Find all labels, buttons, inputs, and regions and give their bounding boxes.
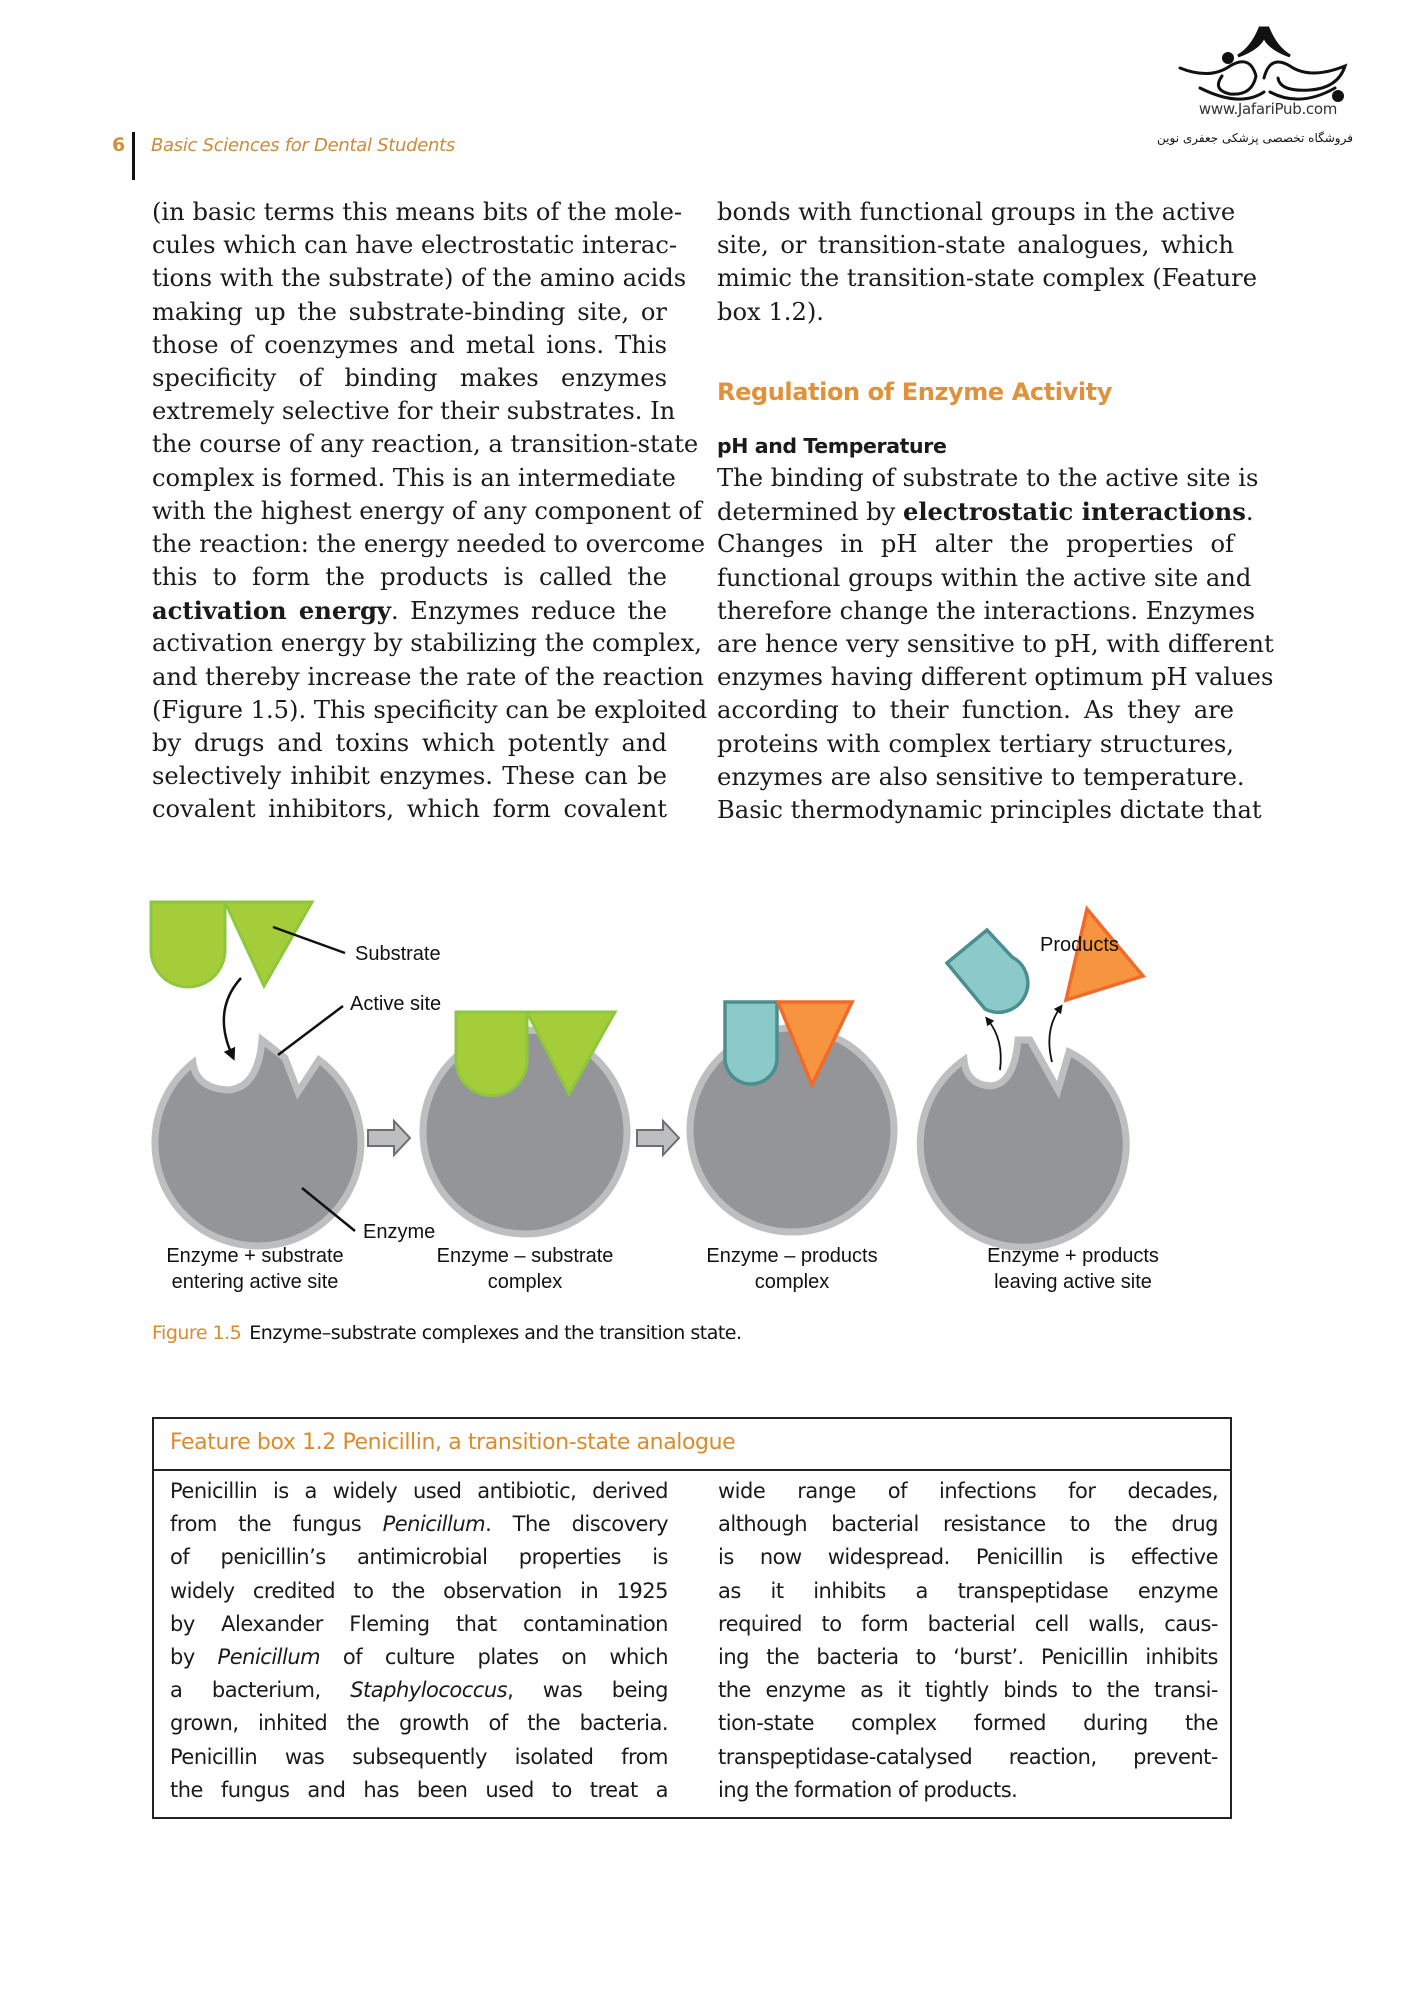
text-fragment: , was being <box>507 1678 668 1703</box>
feature-box-header <box>154 1419 1230 1471</box>
text-line: the course of any reaction, a transition-state <box>152 430 699 459</box>
text-fragment: . The discovery <box>485 1512 669 1537</box>
text-line: (in basic terms this means bits of the mole- <box>152 198 683 226</box>
stage-label-1-line1: Enzyme + substrate <box>166 1245 344 1267</box>
text-line: extremely selective for their substrates. In <box>152 397 676 426</box>
feature-text-line: required to form bacterial cell walls, caus- <box>718 1611 1218 1636</box>
text-fragment: of penicillin’s antimicrobial properties is <box>170 1545 668 1570</box>
feature-text-line: wide range of infections for decades, <box>718 1479 1218 1503</box>
text-line: Changes in pH alter the properties of <box>717 530 1234 559</box>
text-line: activation energy by stabilizing the complex, <box>152 629 702 658</box>
stage-label-4-line2: leaving active site <box>994 1271 1152 1293</box>
text-line: covalent inhibitors, which form covalent <box>152 795 667 824</box>
enzyme-shape <box>920 1040 1126 1247</box>
feature-text-line <box>170 1541 668 1574</box>
text-line: functional groups within the active site and <box>717 563 1252 592</box>
text-fragment: . Enzymes reduce the <box>390 597 668 626</box>
enzyme-stage-2 <box>423 1012 627 1234</box>
text-line: with the highest energy of any component of <box>152 496 702 525</box>
text-line: Basic thermodynamic principles dictate that <box>717 795 1262 824</box>
figure-number: Figure 1.5 <box>152 1322 242 1344</box>
feature-text-line: as it inhibits a transpeptidase enzyme <box>718 1578 1218 1603</box>
enzyme-shape <box>155 1040 361 1246</box>
enzyme-stage-3 <box>690 1002 894 1232</box>
text-fragment: of culture plates on which <box>320 1644 669 1669</box>
feature-text-line <box>170 1674 668 1707</box>
text-line: complex is formed. This is an intermediate <box>152 463 676 492</box>
label-active-site: Active site <box>350 993 442 1015</box>
figure-caption <box>152 1322 742 1344</box>
enzyme-shape <box>690 1028 894 1232</box>
text-line: proteins with complex tertiary structures, <box>717 729 1234 758</box>
text-line: enzymes are also sensitive to temperature. <box>717 762 1245 791</box>
text-line: and thereby increase the rate of the reaction <box>152 662 705 691</box>
stage-label-1-line2: entering active site <box>171 1271 339 1293</box>
feature-text-line <box>170 1641 668 1674</box>
stage-label-4-line1: Enzyme + products <box>987 1245 1159 1267</box>
feature-text-line: the enzyme as it tightly binds to the transi- <box>718 1678 1218 1703</box>
text-fragment: the fungus and has been used to treat a <box>170 1777 668 1802</box>
text-line-with-bold <box>717 495 1254 528</box>
stage-label-3-line1: Enzyme – products <box>706 1245 878 1267</box>
text-line-with-bold <box>152 594 667 627</box>
bold-term-activation-energy: activation energy <box>152 596 391 626</box>
exit-arrow-icon <box>1049 1008 1060 1062</box>
text-line: this to form the products is called the <box>152 563 667 592</box>
feature-text-line <box>170 1741 668 1774</box>
logo-url: www.JafariPub.com <box>1198 100 1338 118</box>
substrate-triangle <box>225 902 312 986</box>
label-substrate: Substrate <box>355 943 441 965</box>
product-teal-shape <box>725 1002 777 1084</box>
text-line: bonds with functional groups in the active <box>717 198 1236 226</box>
text-fragment: determined by <box>717 498 903 527</box>
feature-text-line <box>170 1475 668 1508</box>
feature-text-line: tion-state complex formed during the <box>718 1711 1218 1736</box>
active-site-leader-line <box>278 1006 343 1055</box>
feature-text-line <box>170 1508 668 1541</box>
label-products: Products <box>1040 934 1119 956</box>
text-line: those of coenzymes and metal ions. This <box>152 330 667 359</box>
step-arrow-icon <box>637 1121 679 1155</box>
text-line: cules which can have electrostatic interac- <box>152 231 678 260</box>
substrate-u-shape <box>151 902 225 987</box>
text-line: according to their function. As they are <box>717 696 1234 725</box>
text-line: The binding of substrate to the active site is <box>717 464 1259 492</box>
running-title: Basic Sciences for Dental Students <box>151 135 455 156</box>
feature-text-line: ing the bacteria to ‘burst’. Penicillin inhibits <box>718 1644 1218 1669</box>
right-column-intro <box>717 196 1258 329</box>
text-fragment: Penicillin is a widely used antibiotic, derived <box>170 1479 668 1503</box>
figure-enzyme-substrate <box>140 880 1250 1300</box>
right-column-body <box>717 462 1274 827</box>
stage-label-2-line2: complex <box>487 1271 563 1293</box>
feature-text-line <box>170 1707 668 1740</box>
text-line: are hence very sensitive to pH, with different <box>717 629 1274 658</box>
page-number: 6 <box>112 134 126 156</box>
text-fragment: by <box>170 1644 218 1669</box>
left-column <box>152 196 708 827</box>
feature-text-line <box>170 1575 668 1608</box>
enzyme-stage-1 <box>155 1040 361 1246</box>
feature-text-line: is now widespread. Penicillin is effective <box>718 1545 1218 1570</box>
exit-arrow-icon <box>988 1020 1001 1070</box>
step-arrow-icon <box>368 1121 410 1155</box>
stage-label-2-line1: Enzyme – substrate <box>436 1245 614 1267</box>
feature-text-line <box>170 1608 668 1641</box>
substrate-free <box>151 902 312 987</box>
text-fragment: from the fungus <box>170 1512 383 1537</box>
text-line: by drugs and toxins which potently and <box>152 729 667 757</box>
text-line: mimic the transition-state complex (Feature <box>717 264 1258 293</box>
substrate-u-shape <box>456 1012 527 1096</box>
text-fragment: . <box>1245 498 1254 527</box>
header-divider <box>132 132 135 180</box>
entry-arrow-icon <box>224 978 241 1055</box>
bold-term-electrostatic-interactions: electrostatic interactions <box>902 497 1246 527</box>
text-line: therefore change the interactions. Enzymes <box>717 596 1256 625</box>
text-line: selectively inhibit enzymes. These can be <box>152 762 667 791</box>
product-teal-free <box>947 930 1028 1012</box>
text-line: tions with the substrate) of the amino acids <box>152 264 687 293</box>
subsection-heading: pH and Temperature <box>717 434 947 458</box>
label-enzyme: Enzyme <box>363 1221 436 1243</box>
text-line: enzymes having different optimum pH values <box>717 663 1274 692</box>
text-fragment: by Alexander Fleming that contamination <box>170 1611 668 1636</box>
feature-text-line: although bacterial resistance to the drug <box>718 1512 1218 1537</box>
section-heading: Regulation of Enzyme Activity <box>717 378 1112 406</box>
text-line: site, or transition-state analogues, which <box>717 231 1234 260</box>
feature-text-line <box>170 1774 668 1807</box>
text-line: box 1.2). <box>717 297 824 326</box>
feature-box <box>152 1417 1232 1819</box>
text-fragment: widely credited to the observation in 1925 <box>170 1578 668 1603</box>
enzyme-stage-4 <box>920 909 1143 1247</box>
figure-caption-text: Enzyme–substrate complexes and the transition state. <box>249 1322 742 1344</box>
italic-species-name: Penicillum <box>217 1644 321 1669</box>
logo-persian-text: فروشگاه تخصصی پزشکی جعفری نوین <box>1157 131 1353 145</box>
text-fragment: grown, inhited the growth of the bacteria. <box>170 1711 668 1736</box>
text-fragment: Penicillin was subsequently isolated from <box>170 1744 668 1769</box>
italic-species-name: Staphylococcus <box>350 1678 508 1703</box>
text-fragment: a bacterium, <box>170 1678 351 1703</box>
text-line: specificity of binding makes enzymes <box>152 363 667 392</box>
feature-text-line: ing the formation of products. <box>718 1777 1018 1802</box>
text-line: the reaction: the energy needed to overcome <box>152 529 706 558</box>
stage-label-3-line2: complex <box>754 1271 830 1293</box>
text-line: making up the substrate-binding site, or <box>152 297 667 326</box>
feature-text-line: transpeptidase-catalysed reaction, prevent- <box>718 1744 1218 1769</box>
italic-species-name: Penicillum <box>382 1512 486 1537</box>
feature-box-left-column <box>170 1475 668 1807</box>
text-line: (Figure 1.5). This specificity can be exploited <box>152 695 708 724</box>
feature-box-title: Feature box 1.2 Penicillin, a transition-state analogue <box>170 1430 736 1455</box>
feature-box-right-column <box>718 1475 1218 1807</box>
